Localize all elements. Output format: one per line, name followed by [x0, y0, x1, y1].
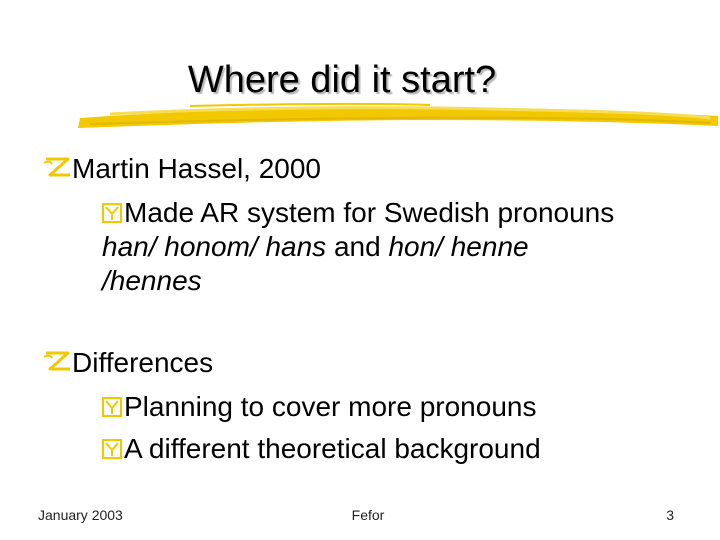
subbullet-planning — [102, 390, 536, 424]
footer-venue: Fefor — [351, 507, 385, 523]
checkbox-y-bullet-icon — [102, 397, 122, 417]
bullet-differences — [42, 346, 213, 380]
pronouns-hon-group: hon/ henne — [388, 231, 529, 262]
subbullet-theoretical-background — [102, 432, 541, 466]
subbullet-made-ar-system — [102, 196, 614, 230]
title-underline-brushstroke — [70, 100, 720, 140]
connector-text: and — [326, 231, 389, 262]
footer-date: January 2003 — [38, 507, 123, 523]
bullet-text: Differences — [72, 347, 214, 378]
z-bullet-icon — [42, 155, 72, 179]
pronouns-han-group: han/ honom/ hans — [102, 231, 327, 262]
subbullet-text: Made AR system for Swedish pronouns — [124, 197, 615, 228]
slide-number: 3 — [666, 507, 674, 523]
checkbox-y-bullet-icon — [102, 203, 122, 223]
bullet-text: Martin Hassel, 2000 — [72, 153, 322, 184]
bullet-martin-hassel — [42, 152, 321, 186]
subbullet-continuation-line — [102, 230, 529, 264]
slide-title: Where did it start? — [187, 59, 497, 101]
checkbox-y-bullet-icon — [102, 439, 122, 459]
subbullet-continuation-line-2 — [102, 264, 202, 298]
subbullet-text: A different theoretical background — [124, 433, 541, 464]
z-bullet-icon — [42, 349, 72, 373]
subbullet-text: Planning to cover more pronouns — [124, 391, 537, 422]
pronoun-hennes: /hennes — [102, 265, 202, 296]
